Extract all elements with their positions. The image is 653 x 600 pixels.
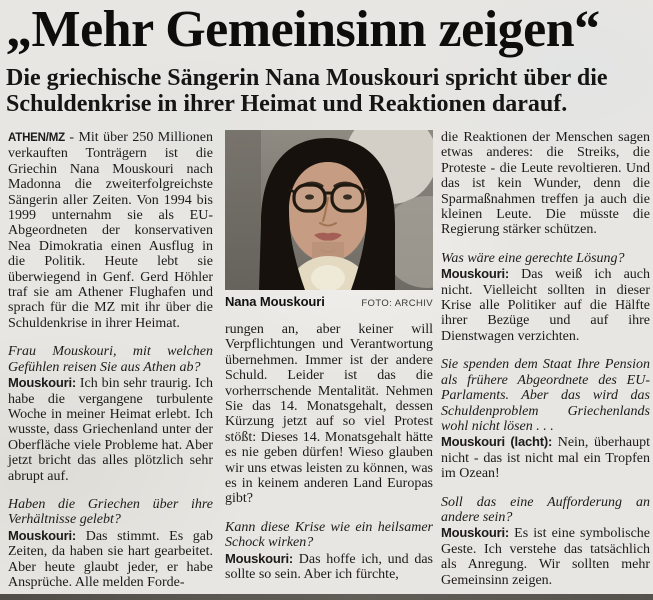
answer-text: Das hoffe ich, und das sollte so sein. Aber ich fürchte,: [225, 551, 434, 583]
interview-answer-6: [441, 525, 650, 588]
portrait-photo: [225, 130, 433, 290]
interview-question-2: Haben die Griechen über ihre Verhältnisse gelebt?: [8, 496, 213, 528]
answer-text: Es ist eine symbolische Geste. Ich verstehe das tatsächlich als Anregung. Wir sollten mehr Gemeinsinn zeigen.: [441, 526, 651, 588]
intro-text: - Mit über 250 Millionen verkauften Tonträgern ist die Griechin Nana Mouskouri nach Madonna die zweiterfolgreichste Sängerin aller Zeiten. Von 1994 bis 1999 unternahm sie als EU-Abgeordneten der konservativen Nea Dimokratia einen Ausflug in die Politik. Heute lebt sie überwiegend in Genf. Gerd Höhler traf sie am Athener Flughafen und sprach für die MZ mit ihr über die Schuldenkrise in ihrer Heimat.: [8, 130, 213, 331]
speaker-label: Mouskouri:: [225, 550, 294, 566]
column-1: [8, 130, 213, 590]
speaker-label: Mouskouri:: [441, 525, 510, 541]
interview-answer-2-part2: rungen an, aber keiner will Verpflichtungen und Verantwortung übernehmen. Immer ist der andere Schuld. Leider ist das die vorherrschende Mentalität. Nehmen Sie das 14. Monatsgehalt, dessen Kürzung jetzt auf so viel Protest stößt: Dieses 14. Monatsgehalt hätte es nie geben dürfen! Wieso glauben wir uns etwas leisten zu können, was es in keinem anderen Land Europas gibt?: [225, 322, 433, 507]
interview-answer-3-part2: die Reaktionen der Menschen sagen etwas anderes: die Streiks, die Proteste - die Leute revoltieren. Und das ist kein Wunder, denn die Sparmaßnahmen treffen ja auch die kleinen Leute. Die müsste die Regierung stärker schützen.: [441, 130, 650, 238]
subheadline: Die griechische Sängerin Nana Mouskouri spricht über die Schuldenkrise in ihrer Heimat und Reaktionen darauf.: [6, 65, 608, 117]
answer-text: Ich bin sehr traurig. Ich habe die vergangene turbulente Woche in meiner Heimat erlebt. Ich wusste, dass Griechenland unter der Oberfläche viele Probleme hat. Aber jetzt bricht das alles plötzlich sehr abrupt auf.: [8, 376, 213, 484]
interview-question-1: Frau Mouskouri, mit welchen Gefühlen reisen Sie aus Athen ab?: [8, 344, 213, 375]
speaker-label: Mouskouri (lacht):: [441, 434, 553, 450]
interview-answer-4: [441, 266, 650, 344]
bottom-rule: [0, 594, 653, 600]
article-columns: [0, 130, 653, 590]
speaker-label: Mouskouri:: [8, 375, 77, 391]
interview-answer-5: [441, 434, 650, 481]
intro-paragraph: [8, 130, 213, 331]
photo-caption: Nana Mouskouri: [225, 294, 325, 309]
speaker-label: Mouskouri:: [8, 527, 77, 543]
interview-answer-2-part1: [8, 528, 213, 591]
interview-question-4: Was wäre eine gerechte Lösung?: [441, 250, 625, 266]
interview-answer-1: [8, 375, 213, 484]
interview-answer-3-part1: [225, 551, 433, 583]
answer-text: Das weiß ich auch nicht. Vielleicht sollten in dieser Krise alle Politiker auf die Hälfte ihrer Bezüge und auf ihre Dienstwagen verzichten.: [441, 267, 650, 344]
interview-question-5: Sie spenden dem Staat Ihre Pension als frühere Abgeordnete des EU-Parlaments. Aber das wird das Schuldenproblem Griechenlands wohl nicht lösen . . .: [441, 357, 650, 434]
headline: „Mehr Gemeinsinn zeigen“: [6, 1, 600, 58]
column-2: [225, 130, 433, 590]
interview-question-3: Kann diese Krise wie ein heilsamer Schock wirken?: [225, 519, 433, 551]
speaker-label: Mouskouri:: [441, 266, 510, 282]
photo-credit: FOTO: ARCHIV: [361, 298, 433, 309]
interview-question-6: Soll das eine Aufforderung an andere sein?: [441, 494, 650, 525]
dateline: ATHEN/MZ: [8, 132, 65, 144]
photo-caption-row: [225, 294, 433, 309]
answer-text: Nein, überhaupt nicht - das ist nicht mal ein Tropfen im Ozean!: [441, 435, 650, 482]
photo-figure: [225, 130, 433, 309]
answer-text: Das stimmt. Es gab Zeiten, da haben sie hart gearbeitet. Aber heute glaubt jeder, er habe Ansprüche. Alle melden Forde-: [8, 528, 213, 590]
background-shadow: [225, 130, 261, 290]
column-3: [441, 130, 650, 590]
